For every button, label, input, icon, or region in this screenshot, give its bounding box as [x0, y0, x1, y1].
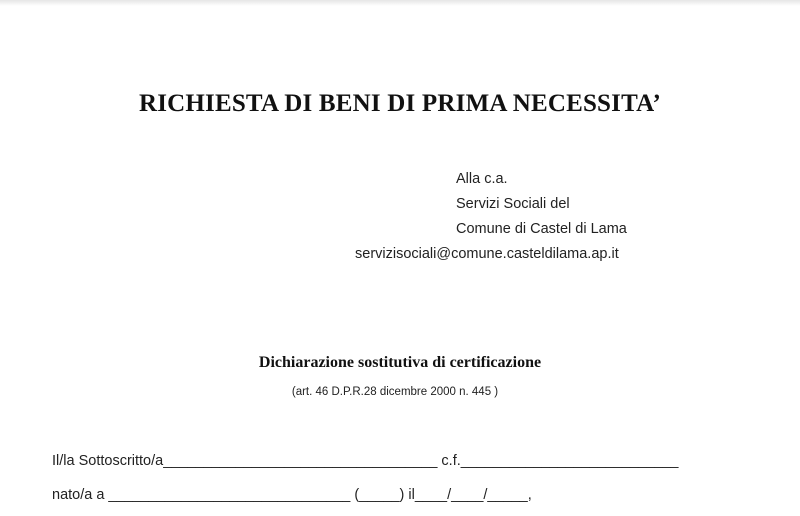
form-line-birth: nato/a a ______________________________ (_____) il____/____/_____,: [52, 487, 532, 503]
addressee-line-1: Alla c.a.: [456, 171, 508, 187]
document-title: RICHIESTA DI BENI DI PRIMA NECESSITA’: [138, 90, 662, 117]
addressee-line-2: Servizi Sociali del: [456, 196, 570, 212]
form-line-undersigned: Il/la Sottoscritto/a__________________________________ c.f.___________________________: [52, 453, 679, 469]
addressee-line-3: Comune di Castel di Lama: [456, 221, 627, 237]
addressee-email[interactable]: servizisociali@comune.casteldilama.ap.it: [355, 246, 619, 262]
law-reference: (art. 46 D.P.R.28 dicembre 2000 n. 445 ): [291, 386, 499, 398]
declaration-title: Dichiarazione sostitutiva di certificazione: [258, 354, 542, 371]
page-top-edge: [0, 0, 800, 6]
